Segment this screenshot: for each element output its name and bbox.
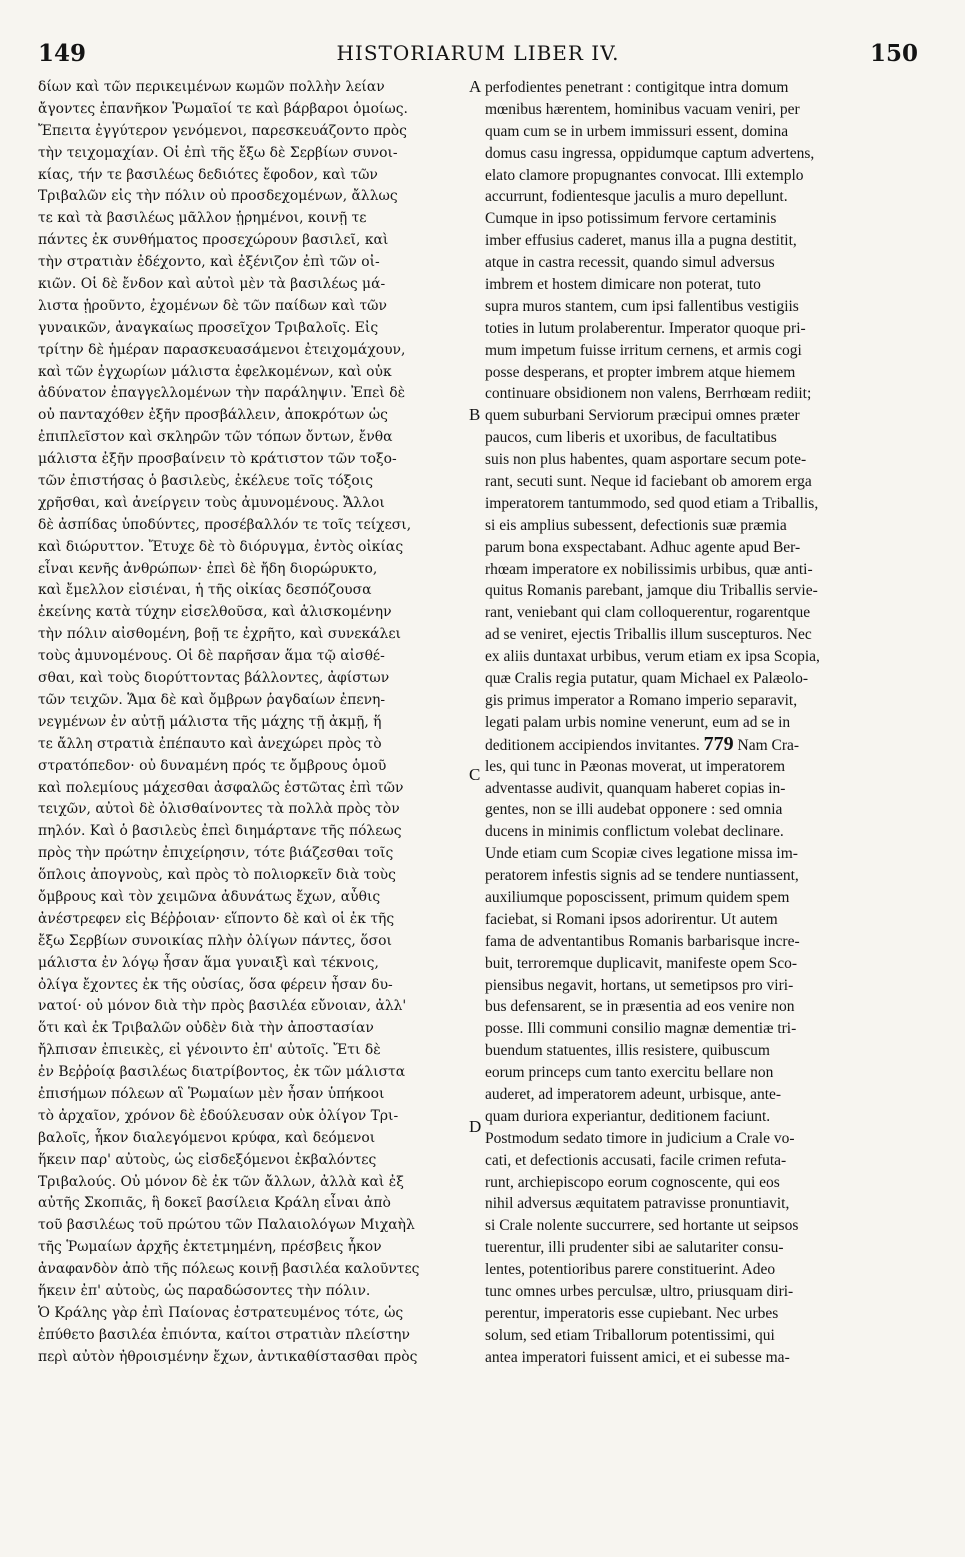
greek-line: στρατόπεδον· οὐ δυναμένη πρός τε ὄμβρους ὁμοῦ: [38, 757, 387, 774]
latin-line: runt, archiepiscopo eorum cognoscente, qui eos: [485, 1173, 780, 1191]
latin-line: rant, veniebant qui clam colloquerentur, rogarentque: [485, 604, 811, 622]
greek-line: ἐπιπλεῖστον καὶ σκληρῶν τῶν τόπων ὄντων, ἔνθα: [38, 429, 393, 446]
greek-line: τῶν ἐπιστήσας ὁ βασιλεὺς, ἐκέλευε τοῖς τόξοις: [38, 473, 373, 490]
greek-line: μάλιστα ἐξῆν προσβαίνειν τὸ κράτιστον τῶν τοξο-: [38, 451, 397, 468]
latin-line: les, qui tunc in Pæonas moverat, ut imperatorem: [485, 757, 786, 775]
greek-line: τῶν τειχῶν. Ἅμα δὲ καὶ ὄμβρων ῥαγδαίων ἐπενη-: [38, 691, 386, 708]
greek-line: ὄμβρους καὶ τὸν χειμῶνα ἀδυνάτως ἔχων, αὖθις: [38, 888, 381, 905]
latin-line: parum bona exspectabant. Adhuc agente apud Ber-: [485, 538, 801, 556]
latin-line: legati palam urbis nomine venerunt, eum ad se in: [485, 713, 791, 731]
latin-line: ex aliis duntaxat urbibus, verum etiam ex ipsa Scopia,: [485, 648, 820, 666]
latin-line: lentes, potentioribus parere constituerint. Adeo: [485, 1261, 776, 1279]
greek-line: δὲ ἀσπίδας ὑποδύντες, προσέβαλλόν τε τοῖς τείχεσι,: [38, 516, 412, 533]
greek-line: τὴν πόλιν αἰσθομένη, βοῇ τε ἐχρῆτο, καὶ συνεκάλει: [38, 626, 401, 643]
latin-line: tuerentur, illi prudenter sibi ae salutariter consu-: [485, 1239, 784, 1257]
greek-line: τε ἄλλη στρατιὰ ἐπέπαυτο καὶ ἀνεχώρει πρὸς τὸ: [38, 735, 382, 752]
greek-line: ἄγοντες ἐπανῆκον Ῥωμαῖοί τε καὶ βάρβαροι ὁμοίως.: [38, 100, 408, 117]
section-marker-b: B: [469, 405, 481, 424]
greek-line: ὅπλοις ἀπογνοὺς, καὶ πρὸς τὸ πολιορκεῖν διὰ τοὺς: [38, 867, 396, 884]
greek-line: τοὺς ἀμυνομένους. Οἱ δὲ παρῆσαν ἅμα τῷ αἰσθέ-: [38, 648, 385, 665]
greek-line: τε καὶ τὰ βασιλέως μᾶλλον ᾑρημένοι, κοινῇ τε: [38, 210, 367, 227]
latin-line-text: deditionem accipiendos invitantes.: [485, 736, 704, 754]
greek-line: κίας, τήν τε βασιλέως δεδιότες ἔφοδον, καὶ τῶν: [38, 166, 378, 183]
latin-line: Cumque in ipso potissimum fervore certaminis: [485, 210, 777, 228]
latin-line: domus casu ingressa, oppidumque captum advertens,: [485, 144, 815, 162]
latin-line: rant, secuti sunt. Neque id faciebant ob amorem erga: [485, 473, 812, 491]
latin-line: auxiliumque poposcissent, primum quidem spem: [485, 888, 790, 906]
greek-line: ἥκειν παρ' αὐτοὺς, ὡς εἰσδεξόμενοι ἐκβαλόντες: [38, 1151, 377, 1168]
greek-line: σθαι, καὶ τοὺς διορύττοντας βάλλοντες, ἀφίστων: [38, 670, 390, 687]
greek-line: Τριβαλούς. Οὐ μόνον δὲ ἐκ τῶν ἄλλων, ἀλλὰ καὶ ἐξ: [38, 1173, 404, 1190]
greek-line: Ἔπειτα ἐγγύτερον γενόμενοι, παρεσκευάζοντο πρὸς: [38, 122, 407, 139]
greek-line: ἐκείνης κατὰ τύχην εἰσελθοῦσα, καὶ ἁλισκομένην: [38, 604, 392, 621]
latin-line: piensibus negavit, hortans, ut semetipsos pro viri-: [485, 976, 794, 994]
section-marker-a: A: [469, 77, 482, 96]
greek-line: εἶναι κενῆς ἀνθρώπων· ἐπεὶ δὲ ἤδη διορώρυκτο,: [38, 560, 378, 577]
greek-line: τὸ ἀρχαῖον, χρόνον δὲ ἐδούλευσαν οὐκ ὀλίγον Τρι-: [38, 1107, 399, 1124]
greek-line: ἀνέστρεφεν εἰς Βέῤῥοιαν· εἵποντο δὲ καὶ οἱ ἐκ τῆς: [38, 910, 395, 927]
greek-line: πάντες ἐκ συνθήματος προσεχώρουν βασιλεῖ, καὶ: [38, 232, 389, 249]
greek-line: τὴν τειχομαχίαν. Οἱ ἐπὶ τῆς ἔξω δὲ Σερβίων συνοι-: [38, 144, 398, 161]
greek-line: ἥκειν ἐπ' αὐτοὺς, ὡς παραδώσοντες τὴν πόλιν.: [38, 1282, 371, 1299]
latin-line: quam cum se in urbem immissuri essent, domina: [485, 122, 789, 140]
latin-line: toties in lutum prolaberentur. Imperator quoque pri-: [485, 319, 806, 337]
greek-line: γυναικῶν, ἀναγκαίως προσεῖχον Τριβαλοῖς. Εἰς: [38, 319, 379, 336]
greek-line: μάλιστα ἐν λόγῳ ἦσαν ἅμα γυναιξὶ καὶ τέκνοις,: [38, 954, 379, 971]
latin-line: posse desperans, et propter imbrem atque hiemem: [485, 363, 796, 381]
latin-line: eorum princeps cum tanto exercitu bellare non: [485, 1064, 774, 1082]
latin-line: gentes, non se illi audebat opponere : sed omnia: [485, 801, 783, 819]
greek-line: περὶ αὐτὸν ἠθροισμένην ἔχων, ἀντικαθίστασθαι πρὸς: [38, 1348, 418, 1365]
greek-line: τρίτην δὲ ἡμέραν παρασκευασάμενοι ἐτειχομάχουν,: [38, 341, 406, 358]
latin-line: si Crale nolente succurrere, sed hortante ut seipsos: [485, 1217, 799, 1235]
greek-line: ἀδύνατον ἐπαγγελλομένων τὴν παράληψιν. Ἐπεὶ δὲ: [38, 385, 406, 402]
latin-line: tunc omnes urbes perculsæ, ultro, priusquam dirі-: [485, 1282, 794, 1300]
latin-line: perfodientes penetrant : contigitque intra domum: [485, 79, 789, 96]
greek-line: αὐτῆς Σκοπιᾶς, ἣ δοκεῖ βασίλεια Κράλη εἶναι ἀπὸ: [38, 1195, 391, 1212]
latin-line: buendum statuentes, illis resistere, quibuscum: [485, 1042, 770, 1060]
greek-line: δίων καὶ τῶν περικειμένων κωμῶν πολλὴν λείαν: [38, 79, 385, 95]
greek-line: πρὸς τὴν πρώτην ἐπιχείρησιν, τότε βιάζεσθαι τοῖς: [38, 845, 394, 862]
latin-line: Postmodum sedato timore in judicium a Crale vo-: [485, 1129, 795, 1147]
greek-line: λιστα ᾑροῦντο, ἐχομένων δὲ τῶν παίδων καὶ τῶν: [38, 297, 387, 314]
latin-line: rhœam imperatore ex nobilissimis urbibus, quæ anti-: [485, 560, 813, 578]
latin-line: paucos, cum liberis et uxoribus, de facultatibus: [485, 429, 777, 447]
latin-line: antea imperatori fuissent amici, et ei subesse ma-: [485, 1348, 790, 1366]
latin-line: ducens in minimis conflictum volebat declinare.: [485, 823, 784, 841]
running-header: [38, 40, 918, 74]
latin-line: elato clamore propugnantes convocat. Illi extemplo: [485, 166, 804, 184]
greek-line: καὶ τῶν ἐγχωρίων μάλιστα ἐφελκομένων, καὶ οὐκ: [38, 363, 392, 380]
latin-line: quem suburbani Serviorum præcipui omnes præter: [485, 407, 800, 425]
greek-line: χρῆσθαι, καὶ ἀνείργειν τοὺς ἀμυνομένους. Ἄλλοι: [38, 494, 385, 511]
latin-line: ad se veniret, ejectis Triballis illum suscepturos. Nec: [485, 626, 812, 644]
greek-line: ἐν Βεῤῥοίᾳ βασιλέως διατρίβοντος, ἐκ τῶν μάλιστα: [38, 1064, 406, 1081]
latin-line: quæ Cralis regia putatur, quam Michael ex Palæolo-: [485, 670, 809, 688]
latin-line: suis non plus habentes, quam asportare secum pote-: [485, 451, 807, 469]
running-title: HISTORIARUM LIBER IV.: [336, 41, 620, 65]
latin-line: adventasse audivit, quanquam haberet copias in-: [485, 779, 786, 797]
greek-line: κιῶν. Οἱ δὲ ἔνδον καὶ αὐτοὶ μὲν τὰ βασιλέως μά-: [38, 276, 386, 293]
section-marker-c: C: [469, 765, 481, 784]
greek-line: οὐ πανταχόθεν ἐξῆν προσβάλλειν, ἀποκρότων ὡς: [38, 407, 388, 424]
latin-line: si eis amplius subessent, defectionis suæ præmia: [485, 516, 787, 534]
latin-line: posse. Illi communi consilio magnæ dementiæ tri-: [485, 1020, 797, 1038]
latin-line: buit, terroremque duplicavit, manifeste opem Sco-: [485, 954, 798, 972]
page-number-right: 150: [869, 40, 918, 67]
greek-line: ἤλπισαν ἐπιεικὲς, εἰ γένοιντο ἐπ' αὐτοῖς. Ἔτι δὲ: [38, 1042, 381, 1059]
latin-line: gis primus imperator a Romano imperio separavit,: [485, 691, 798, 709]
latin-line: perentur, imperatoris esse cupiebant. Nec urbes: [485, 1304, 779, 1322]
latin-line: bus defensarent, se in præsentia ad eos venire non: [485, 998, 795, 1016]
latin-line-tail: Nam Cra-: [733, 736, 800, 754]
latin-line: supra muros stantem, cum ipsi fallentibus vestigiis: [485, 297, 799, 315]
latin-text-column: [485, 77, 923, 1507]
latin-line: nihil adversus æquitatem patravisse pronuntiavit,: [485, 1195, 790, 1213]
greek-line: ἀναφανδὸν ἀπὸ τῆς πόλεως κοινῇ βασιλέα καλοῦντες: [38, 1261, 420, 1278]
latin-line: imperatorem tantummodo, sed quod etiam a Triballis,: [485, 494, 819, 512]
latin-line: imbrem et hostem dimicare non poterat, tuto: [485, 276, 761, 294]
latin-line: faciebat, si Romani ipsos adorirentur. Ut autem: [485, 910, 778, 928]
latin-line: mum impetum fuisse irritum cernens, et armis cogi: [485, 341, 802, 359]
latin-line: quitus Romanis parebant, jamque diu Triballis servie-: [485, 582, 818, 600]
greek-line: τειχῶν, αὐτοὶ δὲ ὀλισθαίνοντες τὰ πολλὰ πρὸς τὸν: [38, 801, 400, 818]
greek-line: ὀλίγα ἔχοντες ἐκ τῆς οὐσίας, ὅσα φέρειν ἦσαν δυ-: [38, 976, 393, 993]
greek-line: Τριβαλῶν εἰς τὴν πόλιν οὐ προσδεχομένων, ἄλλως: [38, 188, 398, 205]
latin-line: quam duriora experiantur, deditionem faciunt.: [485, 1107, 771, 1125]
greek-line: ὅτι καὶ ἐκ Τριβαλῶν οὐδὲν διὰ τὴν ἀποστασίαν: [38, 1020, 374, 1037]
greek-line: ἔξω Σερβίων συνοικίας πλὴν ὀλίγων πάντες, ὅσοι: [38, 932, 392, 949]
latin-line: atque in castra recessit, quando simul adversus: [485, 254, 775, 272]
greek-line: ἐπύθετο βασιλέα ἐπιόντα, καίτοι στρατιὰν πλείστην: [38, 1326, 410, 1343]
greek-line: καὶ πολεμίους μάχεσθαι ἀσφαλῶς ἑστῶτας ἐπὶ τῶν: [38, 779, 404, 796]
greek-line: πηλόν. Καὶ ὁ βασιλεὺς ἐπεὶ διημάρτανε τῆς πόλεως: [38, 823, 402, 840]
greek-line: νατοί· οὐ μόνον διὰ τὴν πρὸς βασιλέα εὔνοιαν, ἀλλ': [38, 998, 407, 1015]
greek-line: βαλοῖς, ἧκον διαλεγόμενοι κρύφα, καὶ δεόμενοι: [38, 1129, 376, 1146]
latin-line: solum, sed etiam Triballorum potentissimi, qui: [485, 1326, 775, 1344]
greek-line: τῆς Ῥωμαίων ἀρχῆς ἐκτετμημένη, πρέσβεις ἧκον: [38, 1239, 382, 1256]
section-marker-d: D: [469, 1117, 482, 1136]
greek-line: τὴν στρατιὰν ἐδέχοντο, καὶ ἐξένιζον ἐπὶ τῶν οἰ-: [38, 254, 380, 271]
greek-line: ἐπισήμων πόλεων αἳ Ῥωμαίων μὲν ἦσαν ὑπήκοοι: [38, 1085, 385, 1102]
latin-line: accurrunt, fodientesque jaculis a muro depellunt.: [485, 188, 788, 206]
greek-text-column: [38, 77, 470, 1507]
latin-line: fama de adventantibus Romanis barbarisque incre-: [485, 932, 800, 950]
latin-line: Unde etiam cum Scopiæ cives legatione missa im-: [485, 845, 798, 863]
greek-line: νεγμένων ἐν αὐτῇ μάλιστα τῆς μάχης τῇ ἀκμῇ, ἥ: [38, 713, 382, 730]
latin-line: imber effusius caderet, manus illa a pugna destitit,: [485, 232, 797, 250]
page-number-left: 149: [38, 40, 87, 67]
latin-line: cati, et defectionis accusati, facile crimen refuta-: [485, 1151, 787, 1169]
latin-line: [485, 734, 923, 756]
latin-line: auderet, ad imperatorem adeunt, urbisque, ante-: [485, 1085, 782, 1103]
greek-line: καὶ διώρυττον. Ἔτυχε δὲ τὸ διόρυγμα, ἐντὸς οἰκίας: [38, 538, 404, 555]
greek-line: Ὁ Κράλης γὰρ ἐπὶ Παίονας ἐστρατευμένος τότε, ὡς: [38, 1304, 404, 1321]
greek-line: καὶ ἔμελλον εἰσιέναι, ἡ τῆς οἰκίας δεσπόζουσα: [38, 582, 372, 599]
latin-line: peratorem infestis signis ad se tendere nuntiassent,: [485, 867, 799, 885]
latin-line: mœnibus hærentem, hominibus vacuam veniri, per: [485, 100, 800, 118]
inline-page-number: 779: [703, 733, 734, 755]
latin-line: continuare obsidionem non valens, Berrhœam rediit;: [485, 385, 812, 403]
greek-line: τοῦ βασιλέως τοῦ πρώτου τῶν Παλαιολόγων Μιχαὴλ: [38, 1217, 415, 1234]
